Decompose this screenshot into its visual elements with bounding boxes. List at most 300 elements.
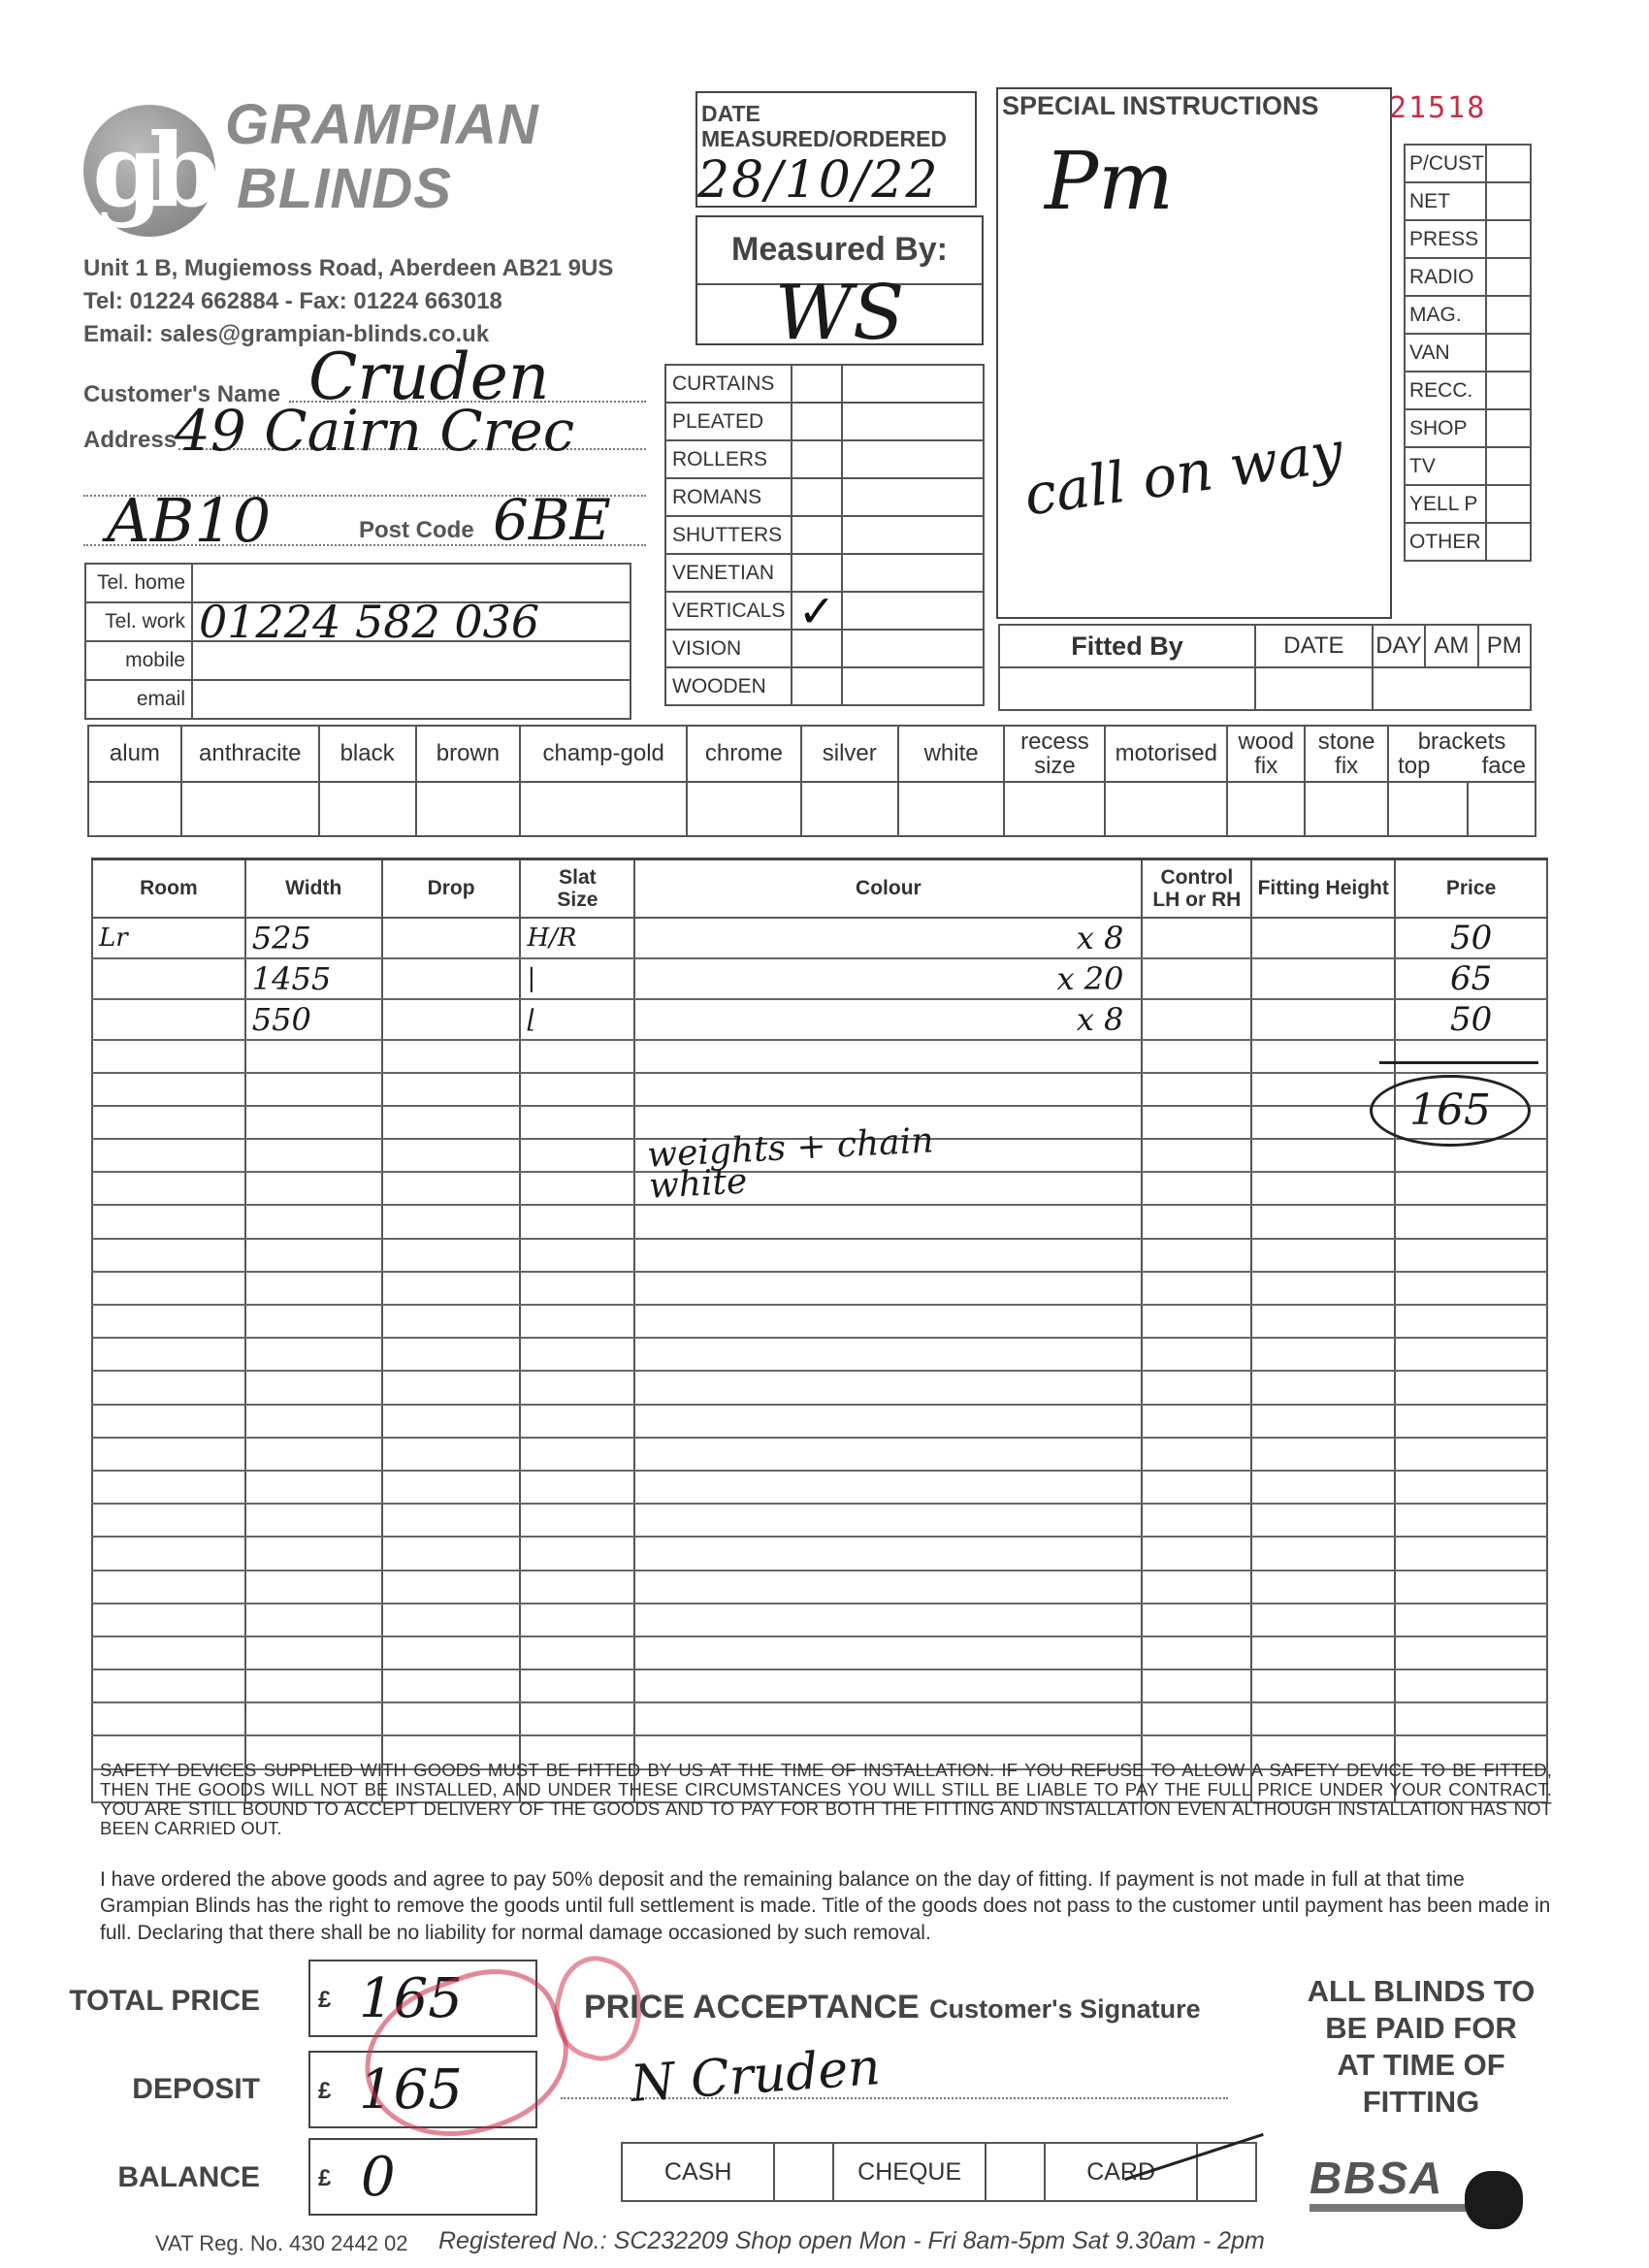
cell-width[interactable]: [245, 1471, 382, 1504]
cell-slat-size[interactable]: [520, 1571, 634, 1604]
cell-colour[interactable]: [634, 1571, 1142, 1604]
cell-room[interactable]: [92, 1702, 245, 1735]
product-label: WOODEN: [665, 667, 792, 705]
cell-price[interactable]: [1395, 1371, 1547, 1404]
option-cell[interactable]: [88, 782, 181, 836]
cell-room[interactable]: [92, 958, 245, 999]
cell-room[interactable]: [92, 1438, 245, 1471]
source-label: TV: [1405, 447, 1486, 485]
cell-fitting-height[interactable]: [1251, 1636, 1395, 1669]
source-checkbox[interactable]: [1486, 409, 1531, 447]
cell-slat-size[interactable]: [520, 1438, 634, 1471]
source-label: VAN: [1405, 334, 1486, 372]
cell-width[interactable]: [245, 1272, 382, 1305]
cell-drop[interactable]: [382, 1571, 521, 1604]
cell-control[interactable]: [1142, 1702, 1251, 1735]
header-fitting-height: Fitting Height: [1251, 859, 1395, 918]
cell-slat-size[interactable]: [520, 1239, 634, 1272]
product-label: VISION: [665, 630, 792, 667]
table-row: [92, 1205, 1547, 1238]
cell-width[interactable]: [245, 1139, 382, 1172]
source-row: [1405, 334, 1531, 372]
order-total-underline: [1379, 1061, 1538, 1064]
source-row: [1405, 258, 1531, 296]
cell-price[interactable]: [1395, 1172, 1547, 1205]
payment-cheque[interactable]: CHEQUE: [833, 2143, 986, 2201]
product-row: [665, 478, 984, 516]
product-label: VERTICALS: [665, 592, 792, 630]
cell-room[interactable]: [92, 1272, 245, 1305]
balance-value: 0: [361, 2146, 396, 2209]
customer-name-value: Cruden: [308, 340, 550, 414]
cell-drop[interactable]: [382, 1438, 521, 1471]
source-row: [1405, 523, 1531, 561]
cell-price[interactable]: [1395, 1272, 1547, 1305]
contact-label: Tel. work: [85, 602, 192, 641]
fitted-day-label: DAY: [1373, 625, 1425, 667]
cell-price[interactable]: [1395, 1239, 1547, 1272]
cell-colour[interactable]: [634, 1305, 1142, 1338]
cell-width[interactable]: [245, 1205, 382, 1238]
cell-slat-size[interactable]: |: [520, 958, 634, 999]
contact-value[interactable]: 01224 582 036: [192, 602, 630, 641]
company-logo-mark: gb: [83, 105, 215, 237]
option-cell[interactable]: [181, 782, 319, 836]
order-number: 21518: [1389, 91, 1487, 125]
brackets-label: brackets: [1417, 728, 1506, 755]
source-checkbox[interactable]: [1486, 447, 1531, 485]
cell-room[interactable]: Lr: [92, 918, 245, 958]
cell-drop[interactable]: [382, 999, 521, 1040]
cell-width[interactable]: 525: [245, 918, 382, 958]
table-row: [92, 1305, 1547, 1338]
source-checkbox[interactable]: [1486, 485, 1531, 523]
cell-slat-size[interactable]: ⌊: [520, 999, 634, 1040]
source-checkbox[interactable]: [1486, 334, 1531, 372]
cell-slat-size[interactable]: [520, 1139, 634, 1172]
cell-slat-size[interactable]: [520, 1702, 634, 1735]
cell-width[interactable]: [245, 1702, 382, 1735]
option-cell[interactable]: [898, 782, 1005, 836]
cell-colour[interactable]: [634, 1371, 1142, 1404]
cell-drop[interactable]: [382, 1471, 521, 1504]
cell-control[interactable]: [1142, 1305, 1251, 1338]
cell-price[interactable]: [1395, 1338, 1547, 1371]
cell-slat-size[interactable]: [520, 1669, 634, 1702]
option-cell[interactable]: [1305, 782, 1388, 836]
cell-width[interactable]: [245, 1636, 382, 1669]
option-silver: silver: [801, 726, 898, 782]
payment-card[interactable]: CARD: [1045, 2143, 1197, 2201]
cell-width[interactable]: [245, 1172, 382, 1205]
cell-price[interactable]: [1395, 1702, 1547, 1735]
cell-width[interactable]: [245, 1571, 382, 1604]
cell-colour[interactable]: x 8: [634, 999, 1142, 1040]
cell-colour[interactable]: [634, 1702, 1142, 1735]
bracket-face-cell[interactable]: [1468, 782, 1536, 836]
cell-room[interactable]: [92, 1338, 245, 1371]
special-instructions-box: [996, 87, 1392, 619]
deposit-value: 165: [359, 2058, 463, 2122]
cell-price[interactable]: [1395, 1405, 1547, 1438]
table-row: [92, 1636, 1547, 1669]
cell-width[interactable]: [245, 1438, 382, 1471]
cell-width[interactable]: [245, 1537, 382, 1570]
cell-slat-size[interactable]: [520, 1471, 634, 1504]
cell-drop[interactable]: [382, 918, 521, 958]
cell-control[interactable]: [1142, 1571, 1251, 1604]
cell-width[interactable]: [245, 1405, 382, 1438]
product-extra-cell[interactable]: [842, 403, 984, 440]
option-cell[interactable]: [319, 782, 416, 836]
cell-drop[interactable]: [382, 1636, 521, 1669]
option-cell[interactable]: [1227, 782, 1305, 836]
option-cell[interactable]: [687, 782, 801, 836]
order-table: [91, 858, 1548, 1803]
cell-drop[interactable]: [382, 1702, 521, 1735]
cell-room[interactable]: [92, 1405, 245, 1438]
cell-room[interactable]: [92, 1669, 245, 1702]
product-checkbox[interactable]: [792, 667, 842, 705]
cell-fitting-height[interactable]: [1251, 1172, 1395, 1205]
fitted-by-cell[interactable]: [999, 667, 1255, 710]
cell-price[interactable]: [1395, 1669, 1547, 1702]
cell-slat-size[interactable]: [520, 1636, 634, 1669]
table-row: [92, 1438, 1547, 1471]
cell-drop[interactable]: [382, 1239, 521, 1272]
product-label: ROMANS: [665, 478, 792, 516]
cell-room[interactable]: [92, 1239, 245, 1272]
bracket-top-cell[interactable]: [1388, 782, 1468, 836]
option-champ-gold: champ-gold: [520, 726, 687, 782]
cell-control[interactable]: [1142, 1636, 1251, 1669]
cell-price[interactable]: 50: [1395, 918, 1547, 958]
cell-drop[interactable]: [382, 1338, 521, 1371]
cell-price[interactable]: [1395, 1537, 1547, 1570]
cell-price[interactable]: [1395, 1571, 1547, 1604]
product-checkbox[interactable]: ✓: [792, 592, 842, 630]
cell-colour[interactable]: [634, 1073, 1142, 1106]
cell-slat-size[interactable]: [520, 1604, 634, 1636]
option-wood-fix: wood fix: [1227, 726, 1305, 782]
source-checkbox[interactable]: [1486, 258, 1531, 296]
product-extra-cell[interactable]: [842, 478, 984, 516]
cell-width[interactable]: [245, 1040, 382, 1073]
special-instructions-label: SPECIAL INSTRUCTIONS: [1002, 91, 1319, 120]
contact-table: [84, 563, 631, 720]
cell-width[interactable]: [245, 1371, 382, 1404]
option-black: black: [319, 726, 416, 782]
cell-room[interactable]: [92, 1571, 245, 1604]
cell-width[interactable]: 1455: [245, 958, 382, 999]
cell-drop[interactable]: [382, 1504, 521, 1537]
cell-room[interactable]: [92, 1636, 245, 1669]
cell-slat-size[interactable]: [520, 1172, 634, 1205]
source-row: [1405, 372, 1531, 409]
cell-fitting-height[interactable]: [1251, 1504, 1395, 1537]
product-checkbox[interactable]: [792, 440, 842, 478]
company-email: Email: sales@grampian-blinds.co.uk: [83, 321, 490, 347]
order-total-circled: 165: [1370, 1075, 1531, 1147]
cell-control[interactable]: [1142, 1073, 1251, 1106]
cell-slat-size[interactable]: [520, 1537, 634, 1570]
cell-room[interactable]: [92, 1537, 245, 1570]
cell-drop[interactable]: [382, 958, 521, 999]
product-checkbox[interactable]: [792, 478, 842, 516]
option-anthracite: anthracite: [181, 726, 319, 782]
table-row: [92, 1371, 1547, 1404]
special-instructions-note2: call on way: [1019, 418, 1347, 529]
source-checkbox[interactable]: [1486, 182, 1531, 220]
cell-colour[interactable]: [634, 1405, 1142, 1438]
cell-control[interactable]: [1142, 1040, 1251, 1073]
product-label: SHUTTERS: [665, 516, 792, 554]
cell-price[interactable]: [1395, 1604, 1547, 1636]
cell-control[interactable]: [1142, 918, 1251, 958]
cell-colour[interactable]: [634, 1239, 1142, 1272]
cell-colour[interactable]: [634, 1537, 1142, 1570]
cell-fitting-height[interactable]: [1251, 1405, 1395, 1438]
cell-slat-size[interactable]: [520, 1106, 634, 1139]
date-measured-label: DATE MEASURED/ORDERED: [701, 101, 948, 152]
cell-control[interactable]: [1142, 1239, 1251, 1272]
cell-drop[interactable]: [382, 1205, 521, 1238]
cell-colour[interactable]: [634, 1471, 1142, 1504]
cell-colour[interactable]: [634, 1338, 1142, 1371]
cell-price[interactable]: 65: [1395, 958, 1547, 999]
cell-fitting-height[interactable]: [1251, 918, 1395, 958]
cell-room[interactable]: [92, 1471, 245, 1504]
cell-drop[interactable]: [382, 1073, 521, 1106]
product-checkbox[interactable]: [792, 403, 842, 440]
table-row: [92, 1239, 1547, 1272]
cell-colour[interactable]: [634, 1040, 1142, 1073]
cell-colour[interactable]: [634, 1636, 1142, 1669]
table-row: [92, 1604, 1547, 1636]
cell-control[interactable]: [1142, 1338, 1251, 1371]
cell-fitting-height[interactable]: [1251, 1239, 1395, 1272]
cell-slat-size[interactable]: [520, 1205, 634, 1238]
cell-price[interactable]: 50: [1395, 999, 1547, 1040]
cell-room[interactable]: [92, 1040, 245, 1073]
cell-width[interactable]: [245, 1106, 382, 1139]
cell-control[interactable]: [1142, 1604, 1251, 1636]
cell-width[interactable]: [245, 1239, 382, 1272]
cell-drop[interactable]: [382, 1040, 521, 1073]
cell-fitting-height[interactable]: [1251, 999, 1395, 1040]
cell-room[interactable]: [92, 1504, 245, 1537]
cell-fitting-height[interactable]: [1251, 1471, 1395, 1504]
product-extra-cell[interactable]: [842, 592, 984, 630]
product-extra-cell[interactable]: [842, 440, 984, 478]
cell-room[interactable]: [92, 1371, 245, 1404]
cell-slat-size[interactable]: [520, 1272, 634, 1305]
fitted-date-cell[interactable]: [1255, 667, 1373, 710]
cell-fitting-height[interactable]: [1251, 1040, 1395, 1073]
cell-control[interactable]: [1142, 1371, 1251, 1404]
header-control: Control LH or RH: [1142, 859, 1251, 918]
cell-fitting-height[interactable]: [1251, 958, 1395, 999]
cell-control[interactable]: [1142, 1504, 1251, 1537]
cell-control[interactable]: [1142, 1205, 1251, 1238]
cell-control[interactable]: [1142, 1438, 1251, 1471]
table-row: [92, 1338, 1547, 1371]
source-label: SHOP: [1405, 409, 1486, 447]
cell-control[interactable]: [1142, 1272, 1251, 1305]
cell-fitting-height[interactable]: [1251, 1571, 1395, 1604]
cell-drop[interactable]: [382, 1405, 521, 1438]
postcode-value: 6BE: [493, 487, 611, 553]
cell-width[interactable]: [245, 1604, 382, 1636]
measured-by-value: WS: [774, 270, 905, 357]
payment-cash[interactable]: CASH: [622, 2143, 774, 2201]
source-checkbox[interactable]: [1486, 523, 1531, 561]
cell-price[interactable]: [1395, 1438, 1547, 1471]
cell-price[interactable]: [1395, 1205, 1547, 1238]
source-row: [1405, 409, 1531, 447]
cell-room[interactable]: [92, 1139, 245, 1172]
product-extra-cell[interactable]: [842, 516, 984, 554]
cell-slat-size[interactable]: [520, 1405, 634, 1438]
source-checkbox[interactable]: [1486, 372, 1531, 409]
cell-colour[interactable]: x 20: [634, 958, 1142, 999]
product-extra-cell[interactable]: [842, 667, 984, 705]
product-label: VENETIAN: [665, 554, 792, 592]
payment-method-table: [621, 2142, 1257, 2202]
cell-control[interactable]: [1142, 1139, 1251, 1172]
source-checkbox[interactable]: [1486, 145, 1531, 182]
options-table: [87, 725, 1536, 837]
cell-slat-size[interactable]: H/R: [520, 918, 634, 958]
cell-colour[interactable]: [634, 1669, 1142, 1702]
cell-room[interactable]: [92, 1073, 245, 1106]
cell-drop[interactable]: [382, 1139, 521, 1172]
ink-blot: [1465, 2171, 1523, 2229]
source-row: [1405, 485, 1531, 523]
product-row: [665, 516, 984, 554]
cell-drop[interactable]: [382, 1172, 521, 1205]
measured-by-label: Measured By:: [731, 231, 948, 268]
cell-room[interactable]: [92, 1172, 245, 1205]
product-checkbox[interactable]: [792, 516, 842, 554]
option-cell[interactable]: [1004, 782, 1105, 836]
cell-fitting-height[interactable]: [1251, 1669, 1395, 1702]
product-label: PLEATED: [665, 403, 792, 440]
fitted-time-cell[interactable]: [1373, 667, 1531, 710]
payment-cheque-checkbox[interactable]: [986, 2143, 1045, 2201]
cell-fitting-height[interactable]: [1251, 1702, 1395, 1735]
cell-colour[interactable]: x 8: [634, 918, 1142, 958]
cell-fitting-height[interactable]: [1251, 1305, 1395, 1338]
cell-control[interactable]: [1142, 1172, 1251, 1205]
cell-colour[interactable]: [634, 1205, 1142, 1238]
cell-room[interactable]: [92, 1305, 245, 1338]
product-extra-cell[interactable]: [842, 365, 984, 403]
cell-drop[interactable]: [382, 1305, 521, 1338]
option-cell[interactable]: [801, 782, 898, 836]
payment-cash-checkbox[interactable]: [774, 2143, 833, 2201]
cell-fitting-height[interactable]: [1251, 1537, 1395, 1570]
brackets-header: [1388, 726, 1536, 782]
cell-fitting-height[interactable]: [1251, 1338, 1395, 1371]
cell-fitting-height[interactable]: [1251, 1604, 1395, 1636]
balance-box[interactable]: [308, 2138, 537, 2216]
cell-price[interactable]: [1395, 1636, 1547, 1669]
cell-price[interactable]: [1395, 1504, 1547, 1537]
cell-colour[interactable]: [634, 1504, 1142, 1537]
product-checkbox[interactable]: [792, 365, 842, 403]
cell-fitting-height[interactable]: [1251, 1272, 1395, 1305]
cell-drop[interactable]: [382, 1272, 521, 1305]
cell-fitting-height[interactable]: [1251, 1371, 1395, 1404]
option-cell[interactable]: [416, 782, 521, 836]
cell-room[interactable]: [92, 1106, 245, 1139]
cell-drop[interactable]: [382, 1371, 521, 1404]
cell-drop[interactable]: [382, 1669, 521, 1702]
cell-width[interactable]: [245, 1669, 382, 1702]
cell-width[interactable]: [245, 1338, 382, 1371]
option-cell[interactable]: [520, 782, 687, 836]
cell-colour[interactable]: [634, 1272, 1142, 1305]
source-checkbox[interactable]: [1486, 220, 1531, 258]
cell-control[interactable]: [1142, 1537, 1251, 1570]
cell-drop[interactable]: [382, 1604, 521, 1636]
cell-control[interactable]: [1142, 1471, 1251, 1504]
fitted-date-label: DATE: [1255, 625, 1373, 667]
contact-value[interactable]: [192, 680, 630, 719]
cell-drop[interactable]: [382, 1106, 521, 1139]
source-label: RADIO: [1405, 258, 1486, 296]
cell-room[interactable]: [92, 1205, 245, 1238]
company-name-line1: GRAMPIAN: [225, 93, 539, 156]
product-extra-cell[interactable]: [842, 554, 984, 592]
bbsa-logo: BBSA: [1310, 2153, 1444, 2203]
source-row: [1405, 220, 1531, 258]
cell-fitting-height[interactable]: [1251, 1205, 1395, 1238]
cell-slat-size[interactable]: [520, 1040, 634, 1073]
cell-price[interactable]: [1395, 1471, 1547, 1504]
cell-room[interactable]: [92, 1604, 245, 1636]
cell-price[interactable]: [1395, 1040, 1547, 1073]
cell-slat-size[interactable]: [520, 1504, 634, 1537]
cell-slat-size[interactable]: [520, 1371, 634, 1404]
option-cell[interactable]: [1105, 782, 1227, 836]
source-label: P/CUST: [1405, 145, 1486, 182]
cell-colour[interactable]: [634, 1438, 1142, 1471]
cell-room[interactable]: [92, 999, 245, 1040]
cell-slat-size[interactable]: [520, 1073, 634, 1106]
cell-price[interactable]: [1395, 1305, 1547, 1338]
cell-fitting-height[interactable]: [1251, 1139, 1395, 1172]
cell-control[interactable]: [1142, 1669, 1251, 1702]
cell-colour[interactable]: [634, 1604, 1142, 1636]
cell-width[interactable]: [245, 1305, 382, 1338]
cell-width[interactable]: [245, 1073, 382, 1106]
source-checkbox[interactable]: [1486, 296, 1531, 334]
product-row: [665, 440, 984, 478]
cell-control[interactable]: [1142, 999, 1251, 1040]
cell-width[interactable]: 550: [245, 999, 382, 1040]
cell-slat-size[interactable]: [520, 1305, 634, 1338]
cell-control[interactable]: [1142, 1106, 1251, 1139]
cell-width[interactable]: [245, 1504, 382, 1537]
cell-fitting-height[interactable]: [1251, 1438, 1395, 1471]
cell-control[interactable]: [1142, 1405, 1251, 1438]
cell-slat-size[interactable]: [520, 1338, 634, 1371]
product-extra-cell[interactable]: [842, 630, 984, 667]
cell-drop[interactable]: [382, 1537, 521, 1570]
cell-control[interactable]: [1142, 958, 1251, 999]
